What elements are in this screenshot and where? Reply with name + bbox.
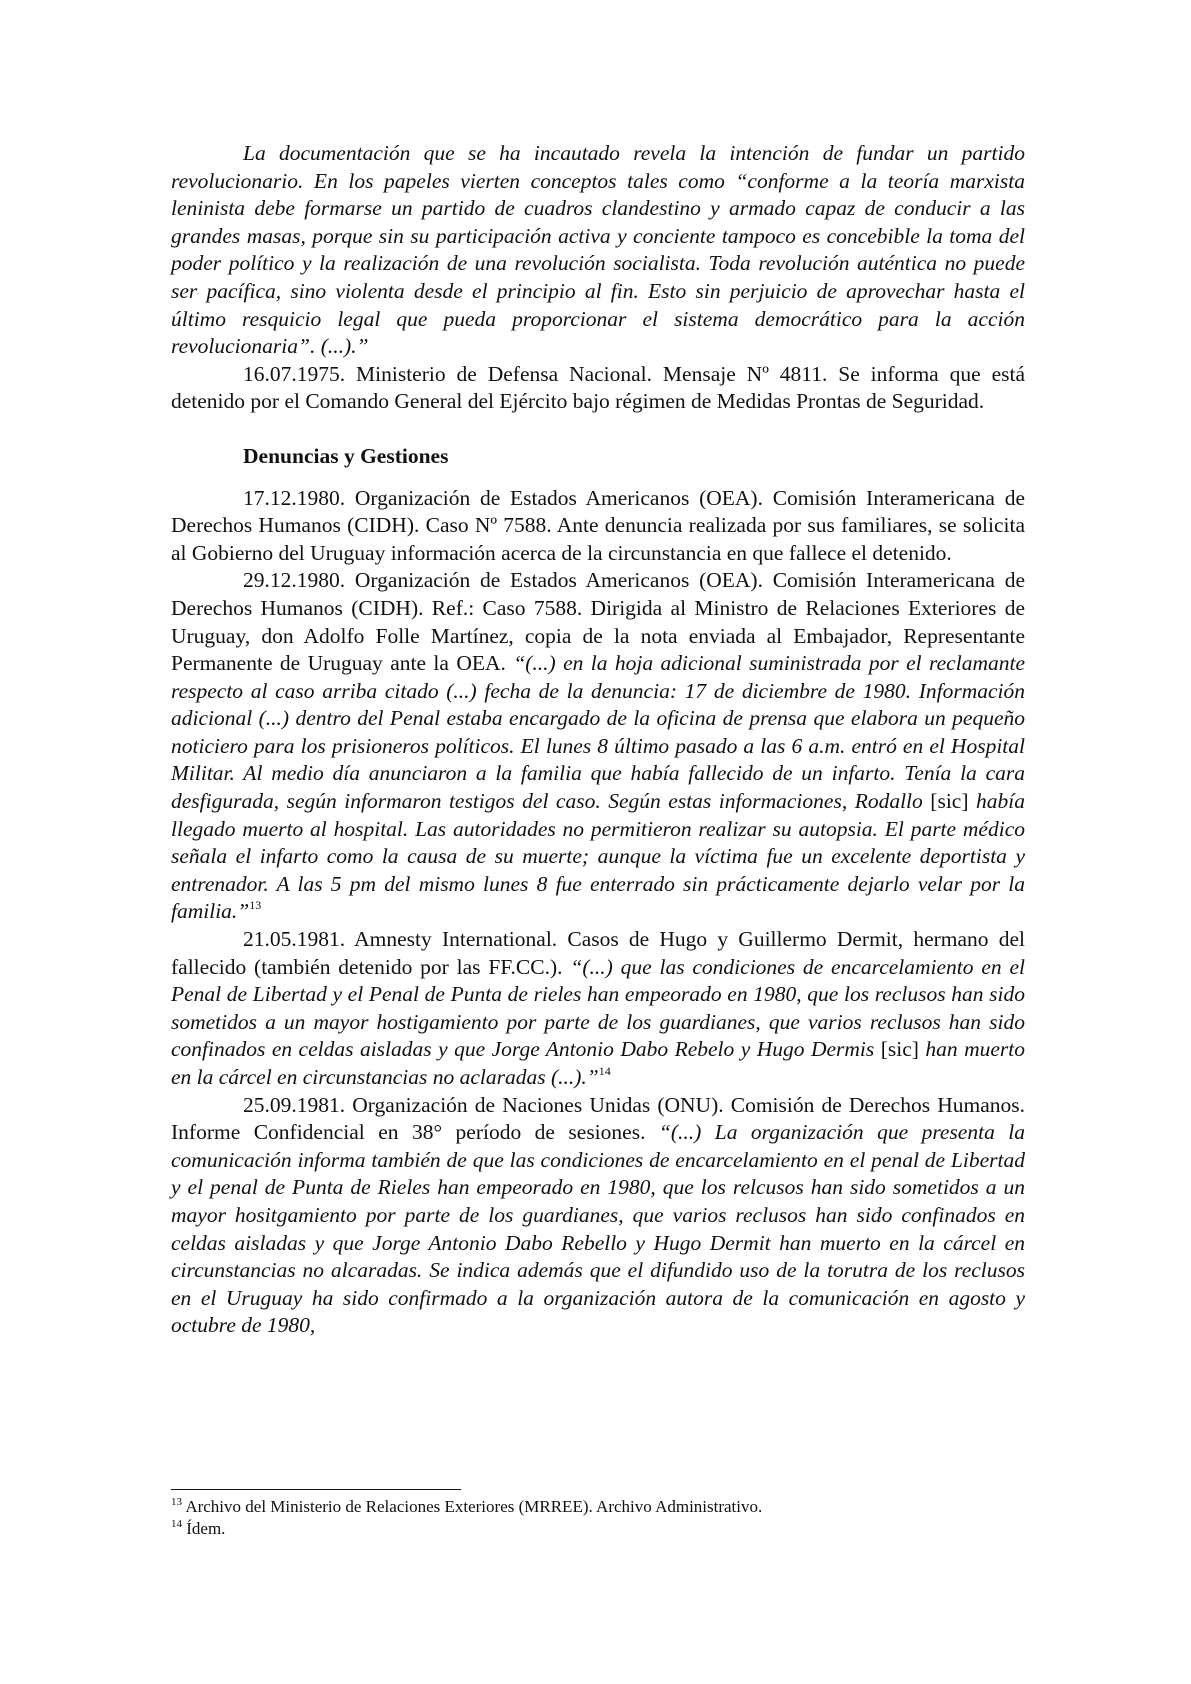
footnote-ref[interactable]: 14 [598, 1064, 611, 1078]
paragraph-incautado: La documentación que se ha incautado revela la intención de fundar un partido revolucionario. En los papeles vierten conceptos tales como “conforme a la teoría marxista leninista debe formarse un partido de cuadros clandestino y armado capaz de conducir a las grandes masas, porque sin su participación activa y conciente tampoco es concebible la toma del poder político y la realización de una revolución socialista. Toda revolución auténtica no puede ser pacífica, sino violenta desde el principio al fin. Esto sin perjuicio de aprovechar hasta el último resquicio legal que pueda proporcionar el sistema democrático para la acción revolucionaria”. (...).” [171, 141, 1025, 359]
quote-span: han muerto en la cárcel en circunstancias no aclaradas (...).” [171, 1037, 1026, 1089]
paragraph-mensaje-4811: 16.07.1975. Ministerio de Defensa Nacional. Mensaje Nº 4811. Se informa que está detenido por el Comando General del Ejército bajo régimen de Medidas Prontas de Seguridad. [171, 361, 1025, 414]
paragraph-cidh-1: 17.12.1980. Organización de Estados Americanos (OEA). Comisión Interamericana de Derechos Humanos (CIDH). Caso Nº 7588. Ante denuncia realizada por sus familiares, se solicita al Gobierno del Uruguay información acerca de la circunstancia en que fallece el detenido. [171, 485, 1025, 565]
footnote-14 [171, 1518, 1025, 1540]
text-span: 25.09.1981. Organización de Naciones Unidas (ONU). Comisión de Derechos Humanos. Informe Confidencial en 38° período de sesiones. [171, 1092, 1025, 1145]
paragraph-amnesty [171, 926, 1025, 1092]
sic-span: [sic] [930, 789, 977, 814]
footnote-number: 14 [171, 1518, 182, 1530]
text-span: 21.05.1981. Amnesty International. Casos de Hugo y Guillermo Dermit, hermano del fallecido (también detenido por las FF.CC.). [171, 927, 1025, 979]
footnote-13 [171, 1496, 1025, 1518]
document-body [171, 140, 1025, 1340]
paragraph-onu [171, 1092, 1025, 1340]
footnote-number: 13 [171, 1496, 182, 1508]
footnote-text: Archivo del Ministerio de Relaciones Exteriores (MRREE). Archivo Administrativo. [185, 1497, 763, 1516]
footnote-divider [171, 1489, 461, 1490]
footnote-ref[interactable]: 13 [249, 898, 262, 913]
quote-span: “(...) La organización que presenta la comunicación informa también de que las condiciones de encarcelamiento en el penal de Libertad y el penal de Punta de Rieles han empeorado en 1980, que los relcusos han sido sometidos a un mayor hositgamiento por parte de los guardianes, que varios reclusos han sido confinados en celdas aisladas y que Jorge Antonio Dabo Rebello y Hugo Dermit han muerto en la cárcel en circunstancias no alcaradas. Se indica además que el difundido uso de la torutra de los reclusos en el Uruguay ha sido confirmado a la organización autora de la comunicación en agosto y octubre de 1980, [171, 1120, 1025, 1338]
quote-span: “(...) que las condiciones de encarcelamiento en el Penal de Libertad y el Penal de Punta de rieles han empeorado en 1980, que los reclusos han sido sometidos a un mayor hostigamiento por parte de los guardianes, que varios reclusos han sido confinados en celdas aisladas y que Jorge Antonio Dabo Rebelo y Hugo Dermis [171, 954, 1025, 1062]
quote-span: “(...) en la hoja adicional suministrada por el reclamante respecto al caso arriba citado (...) fecha de la denuncia: 17 de diciembre de 1980. Información adicional (...) dentro del Penal estaba encargado de la oficina de prensa que elabora un pequeño noticiero para los prisioneros políticos. El lunes 8 último pasado a las 6 a.m. entró en el Hospital Militar. Al medio día anunciaron a la familia que había fallecido de un infarto. Tenía la cara desfigurada, según informaron testigos del caso. Según estas informaciones, Rodallo [171, 651, 1025, 814]
section-heading: Denuncias y Gestiones [243, 443, 449, 468]
footnotes [171, 1489, 1025, 1540]
text-span: 29.12.1980. Organización de Estados Americanos (OEA). Comisión Interamericana de Derechos Humanos (CIDH). Ref.: Caso 7588. Dirigida al Ministro de Relaciones Exteriores de Uruguay, don Adolfo Folle Martínez, copia de la nota enviada al Embajador, Representante Permanente de Uruguay ante la OEA. [171, 568, 1025, 676]
footnote-text: Ídem. [186, 1519, 226, 1538]
quote-span: había llegado muerto al hospital. Las autoridades no permitieron realizar su autopsia. El parte médico señala el infarto como la causa de su muerte; aunque la víctima fue un excelente deportista y entrenador. A las 5 pm del mismo lunes 8 fue enterrado sin prácticamente dejarlo velar por la familia.” [171, 789, 1025, 924]
sic-span: [sic] [880, 1037, 926, 1062]
paragraph-cidh-2 [171, 567, 1025, 926]
